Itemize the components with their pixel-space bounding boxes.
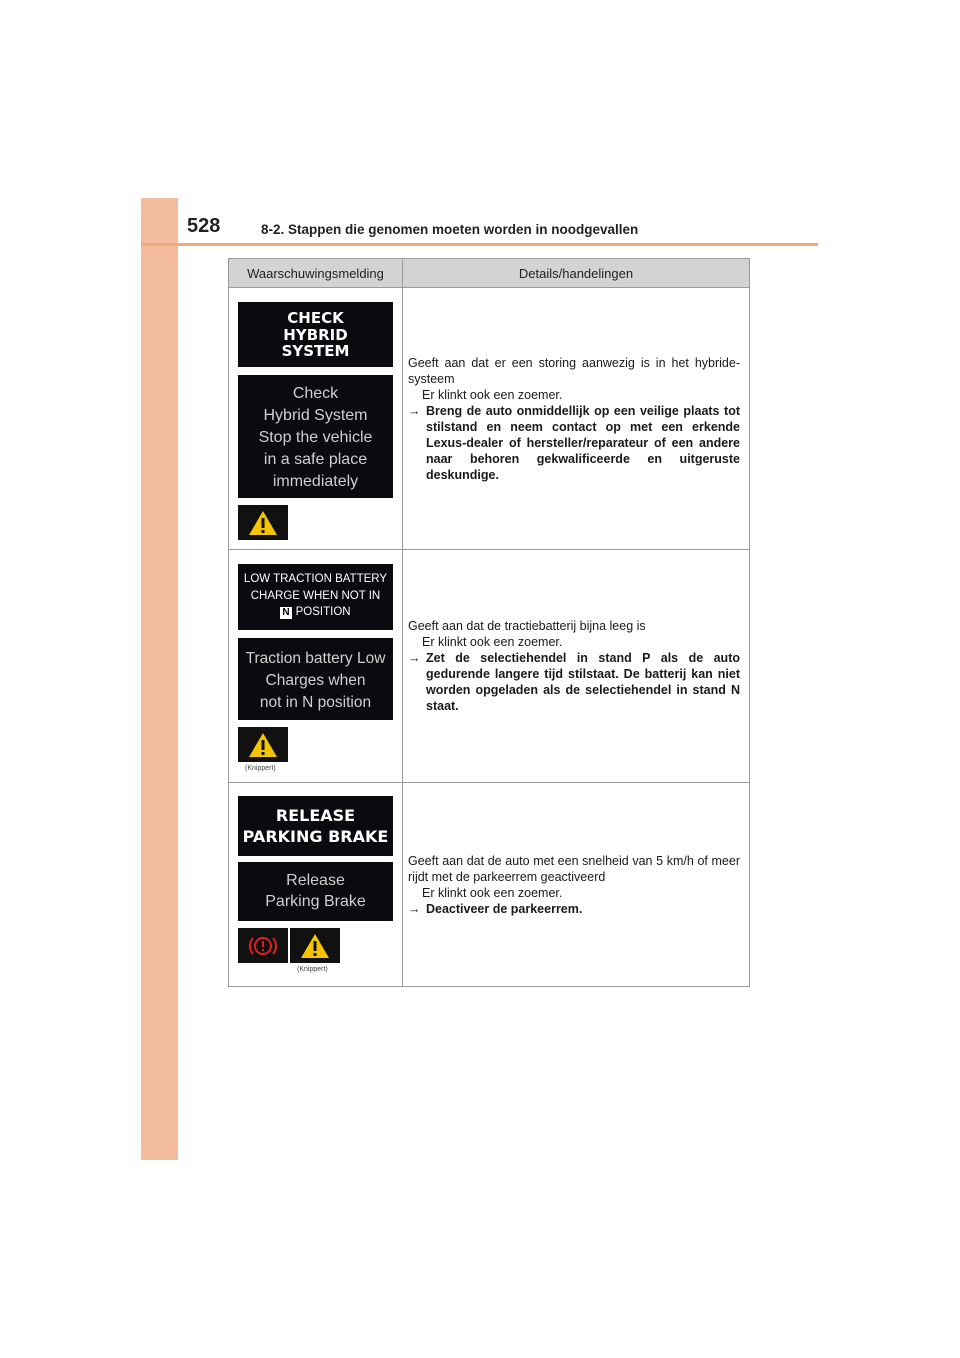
buzzer-text: Er klinkt ook een zoemer. [422, 885, 563, 900]
action-line [408, 901, 740, 917]
blink-caption: (Knippert) [297, 966, 328, 973]
action-line [408, 403, 740, 483]
action-text: Zet de selectiehendel in stand P als de auto gedurende langere tijd stilstaat. De batterij kan niet worden opgeladen als de selectiehendel in stand N staat. [426, 651, 740, 713]
indicator-icons [238, 928, 402, 963]
table-row [229, 550, 750, 783]
display-bottom-check-hybrid: Check Hybrid System Stop the vehicle in a safe place immediately [238, 375, 393, 498]
action-text: Breng de auto onmiddellijk op een veilige plaats tot stilstand en neem contact op met een erkende Lexus-dealer of hersteller/reparateur of een andere naar behoren gekwalificeerde en uitgeruste deskundige. [426, 403, 740, 482]
details-cell [403, 783, 750, 987]
arrow-icon: → [408, 403, 421, 418]
buzzer-text: Er klinkt ook een zoemer. [422, 387, 563, 402]
arrow-icon: → [408, 651, 421, 665]
display-top-low-traction: LOW TRACTION BATTERY CHARGE WHEN NOT IN N POSITION [238, 564, 393, 630]
display-top-check-hybrid: CHECK HYBRID SYSTEM [238, 302, 393, 367]
message-cell [229, 288, 403, 550]
header-rule [141, 243, 818, 246]
display-top-release-brake: RELEASE PARKING BRAKE [238, 796, 393, 856]
buzzer-text: Er klinkt ook een zoemer. [422, 635, 563, 649]
side-color-strip [141, 198, 178, 1160]
section-title: 8-2. Stappen die genomen moeten worden in noodgevallen [261, 222, 639, 237]
table-row [229, 783, 750, 987]
details-cell [403, 550, 750, 783]
warning-table [228, 258, 750, 987]
table-row [229, 288, 750, 550]
action-text: Deactiveer de parkeerrem. [426, 901, 583, 916]
master-warning-icon [238, 727, 288, 762]
display-bottom-low-traction: Traction battery Low Charges when not in N position [238, 638, 393, 720]
details-cell [403, 288, 750, 550]
n-position-badge: N [282, 607, 290, 618]
display-bottom-release-brake: Release Parking Brake [238, 862, 393, 921]
col-header-message: Waarschuwingsmelding [229, 259, 403, 288]
parking-brake-icon [238, 928, 288, 963]
indicator-icons [238, 727, 402, 762]
action-line [408, 650, 740, 714]
indicator-icons [238, 505, 402, 540]
master-warning-icon [238, 505, 288, 540]
details-text: Geeft aan dat de tractiebatterij bijna leeg is [408, 619, 646, 633]
message-cell [229, 783, 403, 987]
details-text: Geeft aan dat er een storing aanwezig is in het hybride-systeem [408, 355, 740, 386]
page-number: 528 [187, 215, 221, 237]
table-header-row [229, 259, 750, 288]
col-header-details: Details/handelingen [403, 259, 750, 288]
details-text: Geeft aan dat de auto met een snelheid van 5 km/h of meer rijdt met de parkeerrem geactiveerd [408, 853, 740, 884]
arrow-icon: → [408, 901, 421, 916]
message-cell [229, 550, 403, 783]
blink-caption: (Knippert) [245, 765, 276, 772]
master-warning-icon [290, 928, 340, 963]
